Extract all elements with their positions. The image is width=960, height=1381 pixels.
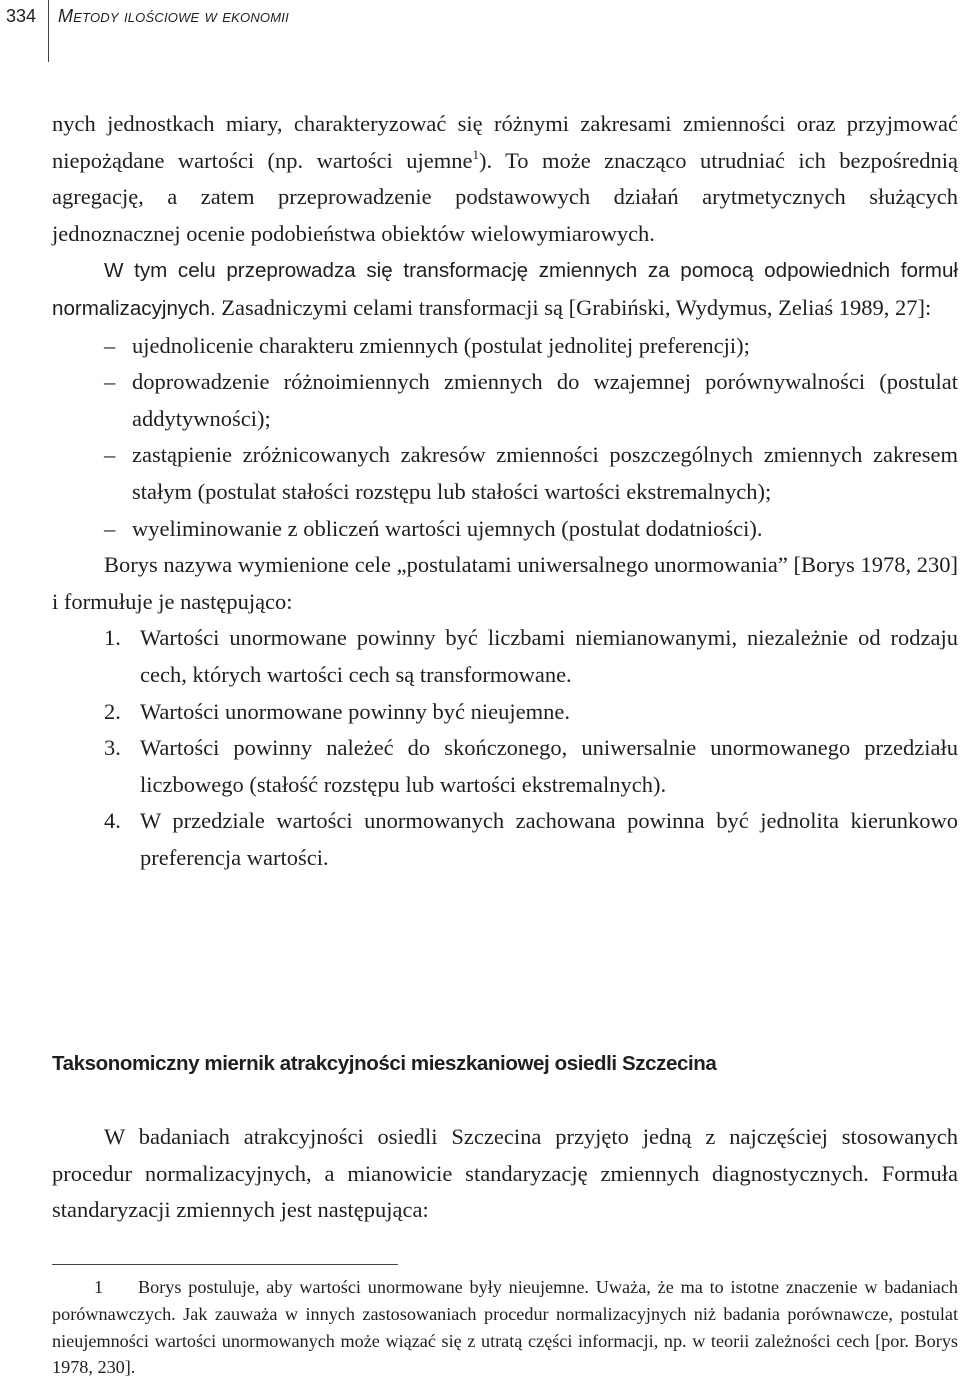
transformation-goals-list	[52, 328, 958, 548]
list-item-text: Wartości powinny należeć do skończonego, uniwersalnie unormowanego przedziału liczbowego (stałość rozstępu lub wartości ekstremalnych).	[140, 735, 958, 797]
main-text	[52, 106, 958, 876]
list-item	[52, 328, 958, 365]
list-item	[52, 511, 958, 548]
section-heading: Taksonomiczny miernik atrakcyjności mieszkaniowej osiedli Szczecina	[52, 1052, 717, 1075]
dash-marker: –	[104, 332, 116, 358]
list-item	[52, 437, 958, 510]
header-divider	[48, 0, 49, 62]
dash-marker: –	[104, 442, 116, 468]
list-item	[52, 730, 958, 803]
page-number: 334	[6, 6, 37, 26]
list-item-text: W przedziale wartości unormowanych zachowana powinna być jednolita kierunkowo preferencja wartości.	[140, 808, 958, 870]
item-number: 3.	[104, 735, 121, 761]
item-number: 4.	[104, 808, 121, 834]
list-item-text: Wartości unormowane powinny być nieujemne.	[140, 698, 570, 724]
list-item	[52, 803, 958, 876]
paragraph-continuation	[52, 106, 958, 252]
dash-marker: –	[104, 369, 116, 395]
list-item	[52, 694, 958, 731]
footnote	[52, 1274, 958, 1381]
section-body	[52, 1119, 958, 1229]
dash-marker: –	[104, 515, 116, 541]
paragraph-borys: Borys nazywa wymienione cele „postulatami uniwersalnego unormowania” [Borys 1978, 230] i formułuje je następująco:	[52, 552, 958, 614]
footnote-divider	[52, 1264, 398, 1265]
list-item-text: ujednolicenie charakteru zmiennych (postulat jednolitej preferencji);	[132, 332, 750, 358]
paragraph-1-text-b: ). To może znacząco utrudniać ich bezpośrednią agregację, a zatem przeprowadzenie podstawowych działań arytmetycznych służących jednoznacznej ocenie podobieństwa obiektów wielowymiarowych.	[52, 147, 958, 246]
footnote-reference: 1	[472, 146, 479, 162]
paragraph-2-sans-text: W tym celu przeprowadza się transformację zmiennych za pomocą odpowiednich formuł normalizacyjnych.	[52, 259, 958, 320]
list-item-text: zastąpienie zróżnicowanych zakresów zmienności poszczególnych zmiennych zakresem stałym (postulat stałości rozstępu lub stałości wartości ekstremalnych);	[132, 442, 958, 504]
list-item-text: doprowadzenie różnoimiennych zmiennych do wzajemnej porównywalności (postulat addytywności);	[132, 369, 958, 431]
postulates-list	[52, 620, 958, 876]
list-item	[52, 620, 958, 693]
page-header	[0, 0, 960, 60]
footnote-marker: 1	[94, 1277, 104, 1297]
paragraph-standardization: W badaniach atrakcyjności osiedli Szczecina przyjęto jedną z najczęściej stosowanych procedur normalizacyjnych, a mianowicie standaryzację zmiennych diagnostycznych. Formuła standaryzacji zmiennych jest następująca:	[52, 1124, 958, 1223]
item-number: 2.	[104, 698, 121, 724]
footnote-text: Borys postuluje, aby wartości unormowane były nieujemne. Uważa, że ma to istotne znaczenie w badaniach porównawczych. Jak zauważa w innych zastosowaniach procedur normalizacyjnych niż badania porównawcze, postulat nieujemności wartości unormowanych może wiązać się z utratą części informacji, np. w teorii zależności cech [por. Borys 1978, 230].	[52, 1277, 958, 1378]
paragraph-transformation	[52, 252, 958, 327]
item-number: 1.	[104, 625, 121, 651]
list-item-text: Wartości unormowane powinny być liczbami niemianowanymi, niezależnie od rodzaju cech, których wartości cech są transformowane.	[140, 625, 958, 687]
list-item-text: wyeliminowanie z obliczeń wartości ujemnych (postulat dodatniości).	[132, 515, 763, 541]
paragraph-1-text-a: nych jednostkach miary, charakteryzować się różnymi zakresami zmienności oraz przyjmować niepożądane wartości (np. wartości ujemne	[52, 111, 958, 173]
paragraph-2-serif-text: Zasadniczymi celami transformacji są [Grabiński, Wydymus, Zeliaś 1989, 27]:	[215, 294, 932, 320]
running-title: Metody ilościowe w ekonomii	[58, 6, 289, 26]
list-item	[52, 364, 958, 437]
